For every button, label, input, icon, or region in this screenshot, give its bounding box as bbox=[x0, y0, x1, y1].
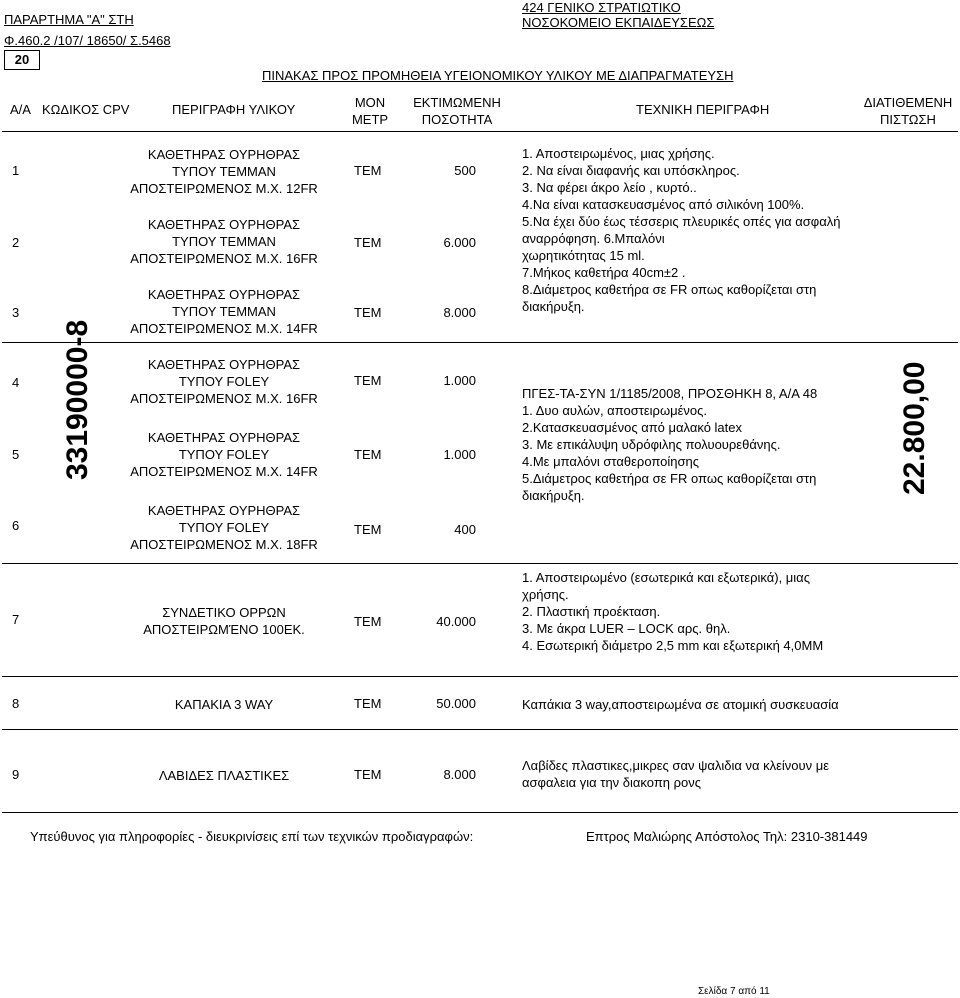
header-divider bbox=[2, 131, 958, 132]
document-reference: Φ.460.2 /107/ 18650/ Σ.5468 bbox=[4, 33, 171, 48]
item-description: ΣΥΝΔΕΤΙΚΟ ΟΡΡΩΝ ΑΠΟΣΤΕΙΡΩΜΈΝΟ 100ΕΚ. bbox=[143, 605, 305, 637]
column-header-quantity: ΕΚΤΙΜΩΜΕΝΗ ΠΟΣΟΤΗΤΑ bbox=[413, 95, 501, 127]
tech-description-items-4-6: ΠΓΕΣ-ΤΑ-ΣΥΝ 1/1185/2008, ΠΡΟΣΘΗΚΗ 8, Α/Α 48 1. Δυο αυλών, αποστειρωμένος. 2.Κατασκευασμένος από μαλακό latex 3. Με επικάλυψη υδρόφιλης πολυουρεθάνης. 4.Με μπαλόνι σταθεροποίησης 5.Διάμετρος καθετήρα σε FR οπως καθορίζεται στη διακήρυξη. bbox=[522, 386, 818, 503]
row-divider bbox=[2, 812, 958, 813]
item-quantity: 40.000 bbox=[436, 614, 476, 629]
row-number: 7 bbox=[12, 612, 20, 627]
tech-description-item-9: Λαβίδες πλαστικες,μικρες σαν ψαλιδια να κλείνουν με ασφαλεια για την διακοπη ρονς bbox=[522, 758, 830, 790]
footer-contact-label: Υπεύθυνος για πληροφορίες - διευκρινίσεις επί των τεχνικών προδιαγραφών: bbox=[30, 829, 474, 844]
tech-description-items-1-3: 1. Αποστειρωμένος, μιας χρήσης. 2. Να είναι διαφανής και υπόσκληρος. 3. Να φέρει άκρο λείο , κυρτό.. 4.Να είναι κατασκευασμένος από σιλικόνη 100%. 5.Να έχει δύο έως τέσσερις πλευρικές οπές για ασφαλή αναρρόφηση. 6.Μπαλόνι χωρητικότητας 15 ml. 7.Μήκος καθετήρα 40cm±2 . 8.Διάμετρος καθετήρα σε FR οπως καθορίζεται στη διακήρυξη. bbox=[522, 146, 841, 314]
item-description: ΚΑΠΑΚΙΑ 3 WAY bbox=[174, 697, 274, 712]
column-header-budget: ΔΙΑΤΙΘΕΜΕΝΗ ΠΙΣΤΩΣΗ bbox=[863, 95, 953, 127]
hospital-name-line1: 424 ΓΕΝΙΚΟ ΣΤΡΑΤΙΩΤΙΚΟ bbox=[522, 0, 681, 15]
page-box-number: 20 bbox=[4, 50, 40, 70]
item-unit: ΤΕΜ bbox=[354, 163, 382, 178]
item-unit: ΤΕΜ bbox=[354, 696, 382, 711]
item-description: ΚΑΘΕΤΗΡΑΣ ΟΥΡΗΘΡΑΣ ΤΥΠΟΥ ΤΕΜΜΑΝ ΑΠΟΣΤΕΙΡΩΜΕΝΟΣ Μ.Χ. 12FR bbox=[130, 147, 318, 196]
item-quantity: 50.000 bbox=[436, 696, 476, 711]
row-number: 3 bbox=[12, 305, 20, 320]
row-divider bbox=[2, 729, 958, 730]
item-description: ΚΑΘΕΤΗΡΑΣ ΟΥΡΗΘΡΑΣ ΤΥΠΟΥ FOLEY ΑΠΟΣΤΕΙΡΩΜΕΝΟΣ Μ.Χ. 14FR bbox=[130, 430, 318, 479]
item-unit: ΤΕΜ bbox=[354, 522, 382, 537]
item-quantity: 8.000 bbox=[443, 305, 476, 320]
item-description: ΚΑΘΕΤΗΡΑΣ ΟΥΡΗΘΡΑΣ ΤΥΠΟΥ ΤΕΜΜΑΝ ΑΠΟΣΤΕΙΡΩΜΕΝΟΣ Μ.Χ. 16FR bbox=[130, 217, 318, 266]
item-description: ΚΑΘΕΤΗΡΑΣ ΟΥΡΗΘΡΑΣ ΤΥΠΟΥ FOLEY ΑΠΟΣΤΕΙΡΩΜΕΝΟΣ Μ.Χ. 18FR bbox=[130, 503, 318, 552]
cpv-code: 33190000-8 bbox=[61, 319, 94, 480]
row-divider bbox=[2, 676, 958, 677]
row-divider bbox=[2, 563, 958, 564]
footer-contact-person: Επτρος Μαλιώρης Απόστολος Τηλ: 2310-381449 bbox=[586, 829, 868, 844]
tech-description-item-7: 1. Αποστειρωμένο (εσωτερικά και εξωτερικά), μιας χρήσης. 2. Πλαστική προέκταση. 3. Με άκρα LUER – LOCK αρς. θηλ. 4. Εσωτερική διάμετρο 2,5 mm και εξωτερική 4,0ΜΜ bbox=[522, 570, 824, 653]
item-description: ΚΑΘΕΤΗΡΑΣ ΟΥΡΗΘΡΑΣ ΤΥΠΟΥ FOLEY ΑΠΟΣΤΕΙΡΩΜΕΝΟΣ Μ.Χ. 16FR bbox=[130, 357, 318, 406]
column-header-tech: ΤΕΧΝΙΚΗ ΠΕΡΙΓΡΑΦΗ bbox=[636, 102, 770, 117]
row-number: 4 bbox=[12, 375, 20, 390]
item-unit: ΤΕΜ bbox=[354, 373, 382, 388]
item-quantity: 6.000 bbox=[443, 235, 476, 250]
item-quantity: 1.000 bbox=[443, 373, 476, 388]
item-unit: ΤΕΜ bbox=[354, 447, 382, 462]
item-unit: ΤΕΜ bbox=[354, 305, 382, 320]
row-number: 9 bbox=[12, 767, 20, 782]
item-unit: ΤΕΜ bbox=[354, 767, 382, 782]
item-quantity: 8.000 bbox=[443, 767, 476, 782]
row-number: 2 bbox=[12, 235, 20, 250]
row-number: 8 bbox=[12, 696, 20, 711]
annex-title: ΠΑΡΑΡΤΗΜΑ "Α" ΣΤΗ bbox=[4, 12, 134, 27]
tech-description-item-8: Καπάκια 3 way,αποστειρωμένα σε ατομική συσκευασία bbox=[522, 697, 839, 712]
table-title: ΠΙΝΑΚΑΣ ΠΡΟΣ ΠΡΟΜΗΘΕΙΑ ΥΓΕΙΟΝΟΜΙΚΟΥ ΥΛΙΚΟΥ ΜΕ ΔΙΑΠΡΑΓΜΑΤΕΥΣΗ bbox=[262, 68, 734, 83]
hospital-name-line2: ΝΟΣΟΚΟΜΕΙΟ ΕΚΠΑΙΔΕΥΣΕΩΣ bbox=[522, 15, 715, 30]
item-unit: ΤΕΜ bbox=[354, 614, 382, 629]
page-number: Σελίδα 7 από 11 bbox=[698, 986, 770, 997]
row-number: 5 bbox=[12, 447, 20, 462]
column-header-unit: ΜΟΝ ΜΕΤΡ bbox=[351, 95, 389, 127]
column-header-cpv: ΚΩΔΙΚΟΣ CPV bbox=[42, 102, 130, 117]
column-header-aa: Α/Α bbox=[10, 102, 31, 117]
item-description: ΛΑΒΙΔΕΣ ΠΛΑΣΤΙΚΕΣ bbox=[158, 768, 290, 783]
row-number: 1 bbox=[12, 163, 20, 178]
item-unit: ΤΕΜ bbox=[354, 235, 382, 250]
item-quantity: 400 bbox=[454, 522, 476, 537]
row-divider bbox=[2, 342, 958, 343]
column-header-description: ΠΕΡΙΓΡΑΦΗ ΥΛΙΚΟΥ bbox=[172, 102, 296, 117]
item-quantity: 1.000 bbox=[443, 447, 476, 462]
item-quantity: 500 bbox=[454, 163, 476, 178]
row-number: 6 bbox=[12, 518, 20, 533]
item-description: ΚΑΘΕΤΗΡΑΣ ΟΥΡΗΘΡΑΣ ΤΥΠΟΥ ΤΕΜΜΑΝ ΑΠΟΣΤΕΙΡΩΜΕΝΟΣ Μ.Χ. 14FR bbox=[130, 287, 318, 336]
budget-amount: 22.800,00 bbox=[898, 361, 931, 495]
